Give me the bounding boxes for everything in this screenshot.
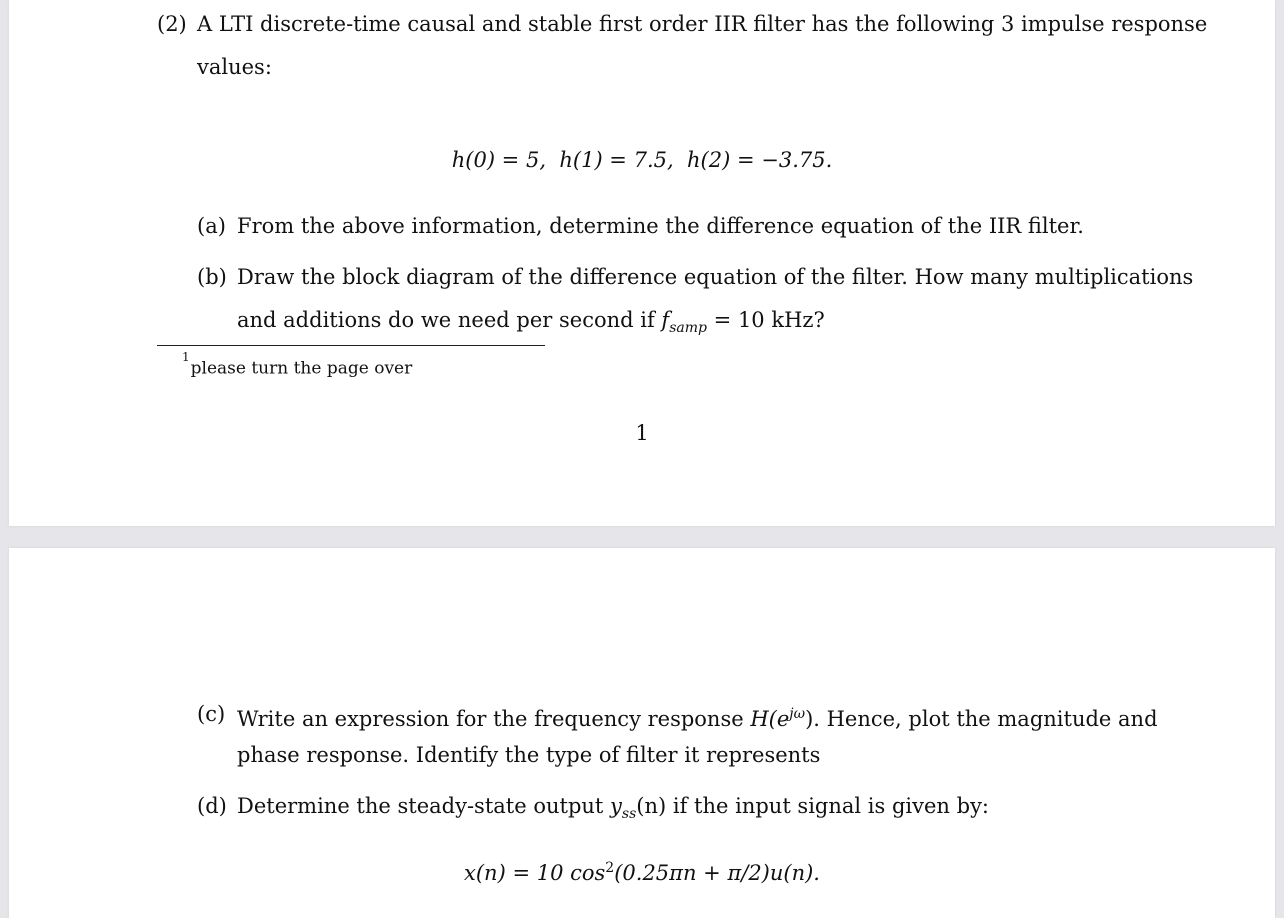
frequency-response-exponent: jω <box>789 706 806 722</box>
problem-label: (2) <box>157 12 187 36</box>
part-a-text: From the above information, determine the difference equation of the IIR filter. <box>237 214 1084 238</box>
document-page-1 <box>9 0 1275 526</box>
f-symbol: f <box>661 308 670 332</box>
part-d-line1 <box>237 792 989 828</box>
footnote-text: please turn the page over <box>190 358 413 379</box>
part-d-label: (d) <box>197 794 227 818</box>
part-c-line1 <box>237 700 1158 733</box>
h1-value: h(1) = 7.5, <box>559 148 674 172</box>
page-number: 1 <box>635 421 649 445</box>
part-b-line2 <box>237 306 825 342</box>
equation2-power: 2 <box>605 860 615 876</box>
part-a-label: (a) <box>197 214 226 238</box>
problem-statement-line2: values: <box>197 55 272 79</box>
footnote-mark: 1 <box>182 350 190 364</box>
equation2-rhs: (0.25πn + π/2)u(n). <box>614 861 820 885</box>
equation2-lhs: x(n) = 10 cos <box>464 861 606 885</box>
document-page-2 <box>9 548 1275 918</box>
part-b-line1: Draw the block diagram of the difference equation of the filter. How many multiplications <box>237 265 1194 289</box>
problem-statement-line1: A LTI discrete-time causal and stable first order IIR filter has the following 3 impulse response <box>197 12 1208 36</box>
footnote <box>182 352 412 380</box>
h2-value: h(2) = −3.75. <box>687 148 833 172</box>
part-b-line2-prefix: and additions do we need per second if <box>237 308 655 332</box>
input-signal-equation <box>9 854 1275 887</box>
impulse-response-equation <box>9 146 1275 174</box>
y-subscript: ss <box>621 806 637 823</box>
y-symbol: y <box>610 794 622 818</box>
frequency-response-symbol: H(e <box>750 707 790 731</box>
part-d-line1-prefix: Determine the steady-state output <box>237 794 604 818</box>
part-c-line2: phase response. Identify the type of filter it represents <box>237 743 821 767</box>
part-b-label: (b) <box>197 265 227 289</box>
f-subscript: samp <box>669 320 707 337</box>
part-b-line2-suffix: = 10 kHz? <box>713 308 825 332</box>
footnote-divider <box>157 345 545 346</box>
h0-value: h(0) = 5, <box>451 148 546 172</box>
part-c-label: (c) <box>197 702 226 726</box>
part-d-line1-suffix: (n) if the input signal is given by: <box>636 794 990 818</box>
part-c-line1-suffix: ). Hence, plot the magnitude and <box>805 707 1158 731</box>
part-c-line1-prefix: Write an expression for the frequency response <box>237 707 744 731</box>
